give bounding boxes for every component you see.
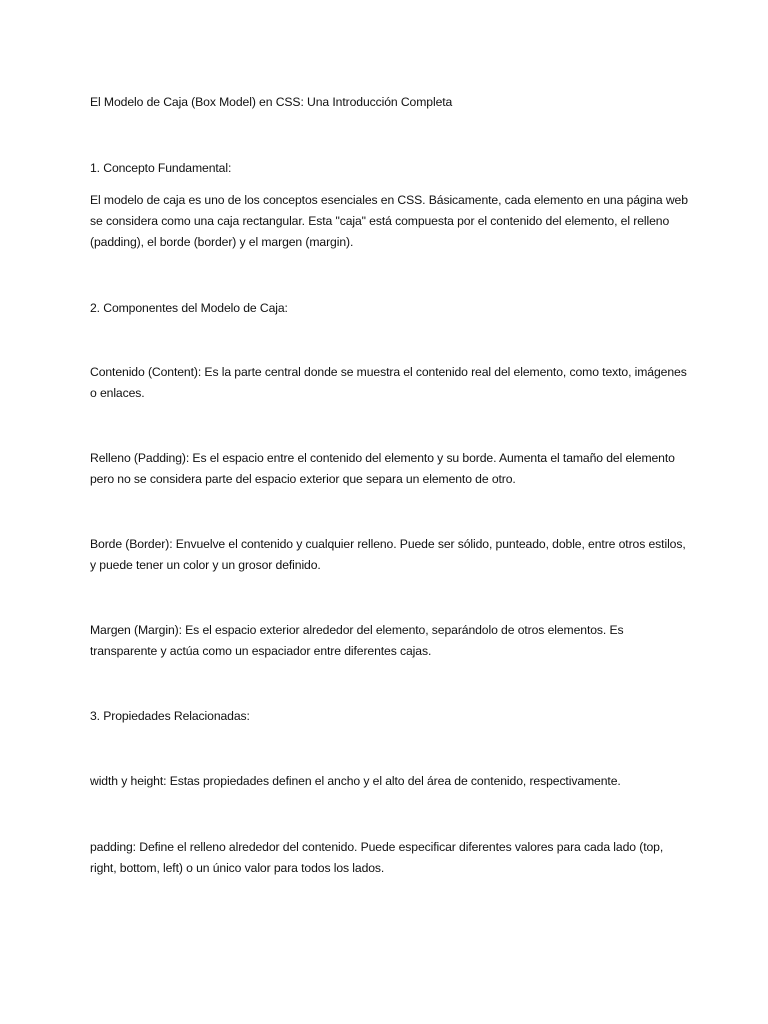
paragraph-padding: padding: Define el relleno alrededor del contenido. Puede especificar diferentes valores para cada lado (top, right, bottom, left) o un único valor para todos los lados. [90, 840, 664, 875]
paragraph-relleno: Relleno (Padding): Es el espacio entre el contenido del elemento y su borde. Aumenta el tamaño del elemento pero no se considera parte del espacio exterior que separa un elemento de otro. [90, 451, 675, 486]
paragraph-concepto: El modelo de caja es uno de los conceptos esenciales en CSS. Básicamente, cada elemento en una página web se considera como una caja rectangular. Esta "caja" está compuesta por el contenido del elemento, el relleno (padding), el borde (border) y el margen (margin). [90, 193, 688, 249]
section-heading-concepto: 1. Concepto Fundamental: [90, 161, 232, 175]
document-title: El Modelo de Caja (Box Model) en CSS: Una Introducción Completa [90, 95, 453, 109]
paragraph-borde: Borde (Border): Envuelve el contenido y cualquier relleno. Puede ser sólido, punteado, doble, entre otros estilos, y puede tener un color y un grosor definido. [90, 537, 686, 572]
paragraph-width-height: width y height: Estas propiedades definen el ancho y el alto del área de contenido, respectivamente. [90, 774, 621, 788]
section-heading-propiedades: 3. Propiedades Relacionadas: [90, 709, 250, 723]
section-heading-componentes: 2. Componentes del Modelo de Caja: [90, 301, 288, 315]
paragraph-margen: Margen (Margin): Es el espacio exterior alrededor del elemento, separándolo de otros elementos. Es transparente y actúa como un espaciador entre diferentes cajas. [90, 623, 624, 658]
paragraph-contenido: Contenido (Content): Es la parte central donde se muestra el contenido real del elemento, como texto, imágenes o enlaces. [90, 365, 687, 400]
